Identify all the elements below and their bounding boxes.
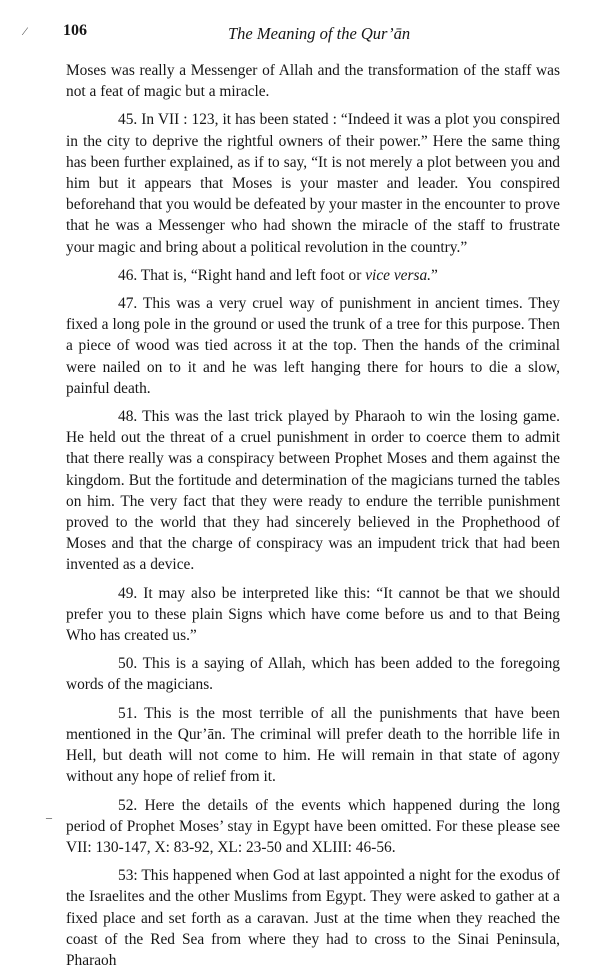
stray-mark: ⁄ — [24, 24, 27, 38]
running-title: The Meaning of the Qur’ān — [228, 24, 411, 43]
paragraph-continuation: Moses was really a Messenger of Allah and the transformation of the staff was not a feat of magic but a miracle. — [66, 62, 560, 101]
note-46-close: ” — [431, 266, 438, 284]
note-51: 51. This is the most terrible of all the punishments that have been mentioned in the Qur’ān. The criminal will prefer death to the horrible life in Hell, but death will not come to him. He will remain in that state of agony without any hope of relief from it. — [66, 704, 560, 786]
page-number: 106 — [63, 22, 87, 39]
note-50: 50. This is a saying of Allah, which has been added to the foregoing words of the magicians. — [66, 655, 560, 694]
note-49: 49. It may also be interpreted like this: “It cannot be that we should prefer you to these plain Signs which have come before us and to that Being Who has created us.” — [66, 584, 560, 645]
note-45: 45. In VII : 123, it has been stated : “Indeed it was a plot you conspired in the city to deprive the rightful owners of their power.” Here the same thing has been further explained, as if to say, “It is not merely a plot between you and him but it appears that Moses is your master and leader. You conspired beforehand that you would be defeated by your master in the encounter to prove that he was a Messenger who had shown the miracle of the staff to frustrate your magic and bring about a political revolution in the country.” — [66, 111, 560, 256]
note-52: 52. Here the details of the events which happened during the long period of Prophet Moses’ stay in Egypt have been omitted. For these please see VII: 130-147, X: 83-92, XL: 23-50 and XLIII: 46-56. — [66, 796, 560, 856]
note-46 — [66, 265, 560, 286]
note-47: 47. This was a very cruel way of punishment in ancient times. They fixed a long pole in the ground or used the trunk of a tree for this purpose. Then a piece of wood was tied across it at the top. Then the hands of the criminal were nailed on to it and he was left hanging there for hours to die a slow, painful death. — [66, 295, 560, 397]
note-48: 48. This was the last trick played by Pharaoh to win the losing game. He held out the threat of a cruel punishment in order to coerce them to admit that there really was a conspiracy between Prophet Moses and them against the kingdom. But the fortitude and determination of the magicians turned the tables on him. The very fact that they were ready to endure the terrible punishment proved to the world that they had sincerely believed in the Prophethood of Moses and that the charge of conspiracy was an impudent trick that had been invented as a device. — [66, 408, 560, 574]
stray-dash: – — [46, 810, 52, 824]
note-53: 53: This happened when God at last appointed a night for the exodus of the Israelites and the other Muslims from Egypt. They were asked to gather at a fixed place and set forth as a caravan. Just at the time when they reached the coast of the Red Sea from where they had to cross to the Sinai Peninsula, Pharaoh — [66, 867, 560, 969]
note-46-text: 46. That is, “Right hand and left foot or — [118, 266, 366, 284]
note-46-italic: vice versa. — [365, 266, 432, 284]
page-body — [66, 60, 560, 978]
